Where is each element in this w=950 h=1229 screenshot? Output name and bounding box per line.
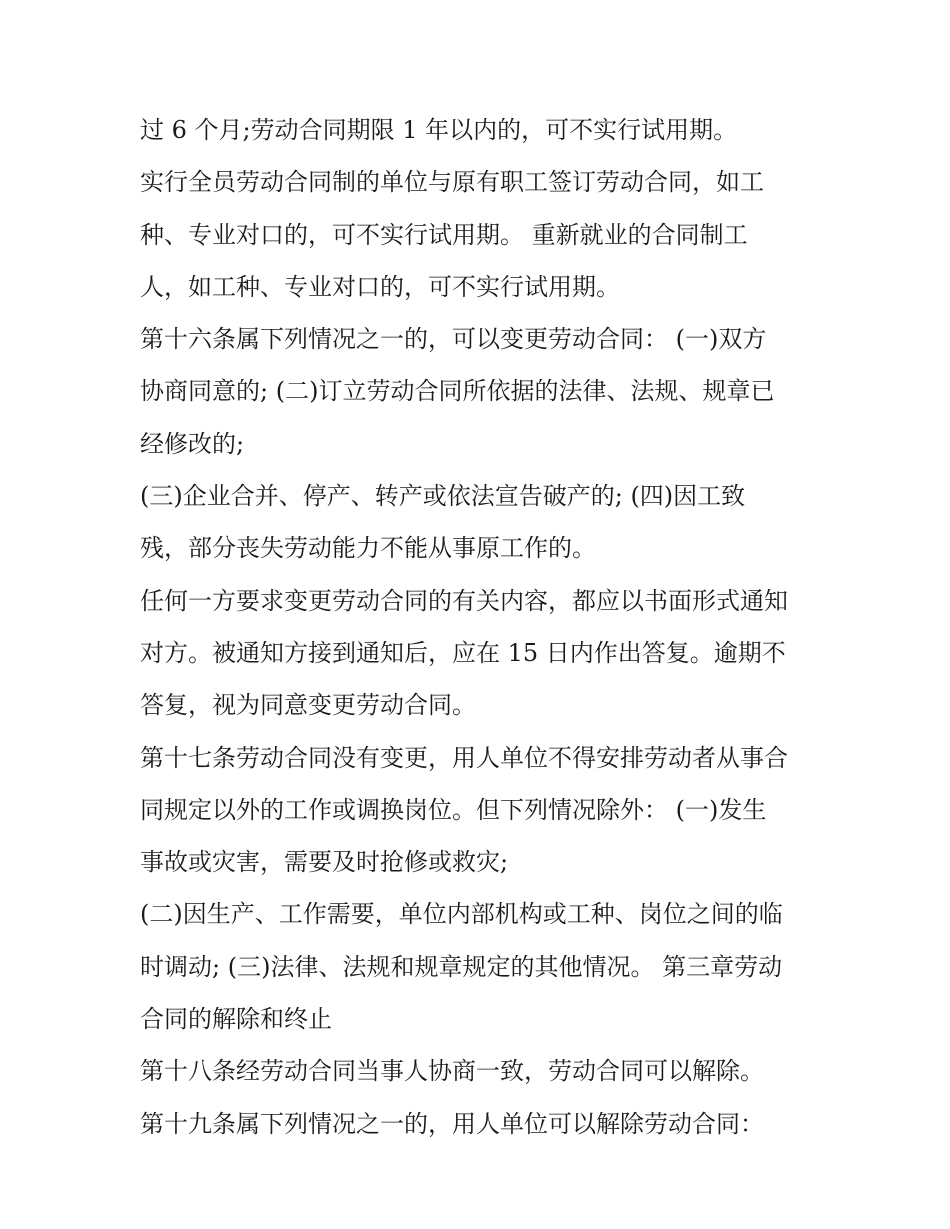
text-line: 残，部分丧失劳动能力不能从事原工作的。 (140, 534, 596, 563)
text-line: 答复，视为同意变更劳动合同。 (140, 691, 476, 720)
text-line: (三)企业合并、停产、转产或依法宣告破产的; (四)因工致 (140, 482, 746, 511)
text-line: 实行全员劳动合同制的单位与原有职工签订劳动合同，如工 (140, 168, 764, 197)
text-line: 同规定以外的工作或调换岗位。但下列情况除外： (一)发生 (140, 795, 767, 824)
text-line: 第十七条劳动合同没有变更，用人单位不得安排劳动者从事合 (140, 743, 788, 772)
text-line: (二)因生产、工作需要，单位内部机构或工种、岗位之间的临 (140, 900, 783, 929)
text-line: 经修改的; (140, 429, 245, 458)
text-line: 种、专业对口的，可不实行试用期。 重新就业的合同制工 (140, 220, 748, 249)
text-line: 对方。被通知方接到通知后，应在 15 日内作出答复。逾期不 (140, 638, 786, 667)
text-line: 事故或灾害，需要及时抢修或救灾; (140, 848, 509, 877)
text-line: 第十八条经劳动合同当事人协商一致，劳动合同可以解除。 (140, 1057, 764, 1086)
text-line: 合同的解除和终止 (140, 1005, 332, 1034)
text-line: 第十九条属下列情况之一的，用人单位可以解除劳动合同： (140, 1109, 764, 1138)
text-line: 时调动; (三)法律、法规和规章规定的其他情况。 第三章劳动 (140, 952, 783, 981)
document-body (140, 104, 820, 1150)
text-line: 第十六条属下列情况之一的，可以变更劳动合同： (一)双方 (140, 325, 767, 354)
text-line: 协商同意的; (二)订立劳动合同所依据的法律、法规、规章已 (140, 377, 775, 406)
text-line: 过 6 个月;劳动合同期限 1 年以内的，可不实行试用期。 (140, 116, 738, 144)
text-line: 人，如工种、专业对口的，可不实行试用期。 (140, 272, 620, 301)
text-line: 任何一方要求变更劳动合同的有关内容，都应以书面形式通知 (140, 586, 788, 615)
